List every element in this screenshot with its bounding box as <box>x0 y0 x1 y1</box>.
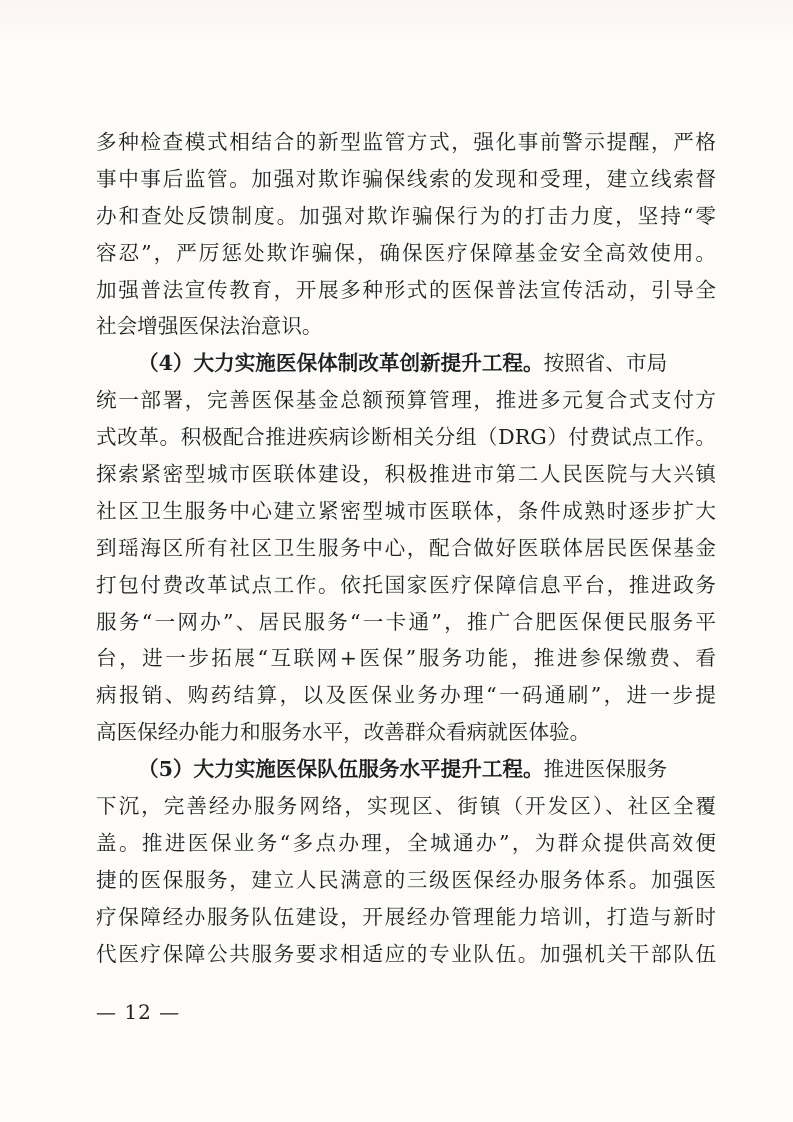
text-line: 社区卫生服务中心建立紧密型城市医联体，条件成熟时逐步扩大 <box>96 498 716 523</box>
text-line: 盖。推进医保业务“多点办理，全城通办”，为群众提供高效便 <box>96 830 716 855</box>
text-line: 下沉，完善经办服务网络，实现区、街镇（开发区）、社区全覆 <box>96 794 716 819</box>
text-run: 按照省、市局 <box>543 351 668 376</box>
text-line: 式改革。积极配合推进疾病诊断相关分组（DRG）付费试点工作。 <box>96 425 716 450</box>
text-line: 疗保障经办服务队伍建设，开展经办管理能力培训，打造与新时 <box>96 904 716 929</box>
paragraph-first-line <box>96 345 716 382</box>
section-heading-4: （4）大力实施医保体制改革创新提升工程。 <box>138 351 544 376</box>
text-line: 办和查处反馈制度。加强对欺诈骗保行为的打击力度，坚持“零 <box>96 203 716 228</box>
text-line: 服务“一网办”、居民服务“一卡通”，推广合肥医保便民服务平 <box>96 609 716 634</box>
text-line: 统一部署，完善医保基金总额预算管理，推进多元复合式支付方 <box>96 388 716 413</box>
body-text <box>96 124 716 972</box>
text-line: 代医疗保障公共服务要求相适应的专业队伍。加强机关干部队伍 <box>96 941 716 966</box>
text-line: 多种检查模式相结合的新型监管方式，强化事前警示提醒，严格 <box>96 130 716 154</box>
section-heading-5: （5）大力实施医保队伍服务水平提升工程。 <box>138 757 544 782</box>
text-line: 捷的医保服务，建立人民满意的三级医保经办服务体系。加强医 <box>96 867 716 892</box>
text-line: 探索紧密型城市医联体建设，积极推进市第二人民医院与大兴镇 <box>96 462 716 487</box>
text-line: 容忍”，严厉惩处欺诈骗保，确保医疗保障基金安全高效使用。 <box>96 240 716 265</box>
text-line: 社会增强医保法治意识。 <box>96 314 323 339</box>
paragraph-first-line <box>96 751 716 788</box>
page-number: — 12 — <box>96 1000 181 1024</box>
text-line: 加强普法宣传教育，开展多种形式的医保普法宣传活动，引导全 <box>96 277 716 302</box>
text-run: 推进医保服务 <box>543 757 668 782</box>
text-line: 打包付费改革试点工作。依托国家医疗保障信息平台，推进政务 <box>96 572 716 597</box>
text-line: 台，进一步拓展“互联网+医保”服务功能，推进参保缴费、看 <box>96 646 716 671</box>
text-line: 事中事后监管。加强对欺诈骗保线索的发现和受理，建立线索督 <box>96 166 716 191</box>
text-line: 病报销、购药结算，以及医保业务办理“一码通刷”，进一步提 <box>96 683 716 708</box>
text-line: 到瑶海区所有社区卫生服务中心，配合做好医联体居民医保基金 <box>96 535 716 560</box>
text-line: 高医保经办能力和服务水平，改善群众看病就医体验。 <box>96 720 591 745</box>
